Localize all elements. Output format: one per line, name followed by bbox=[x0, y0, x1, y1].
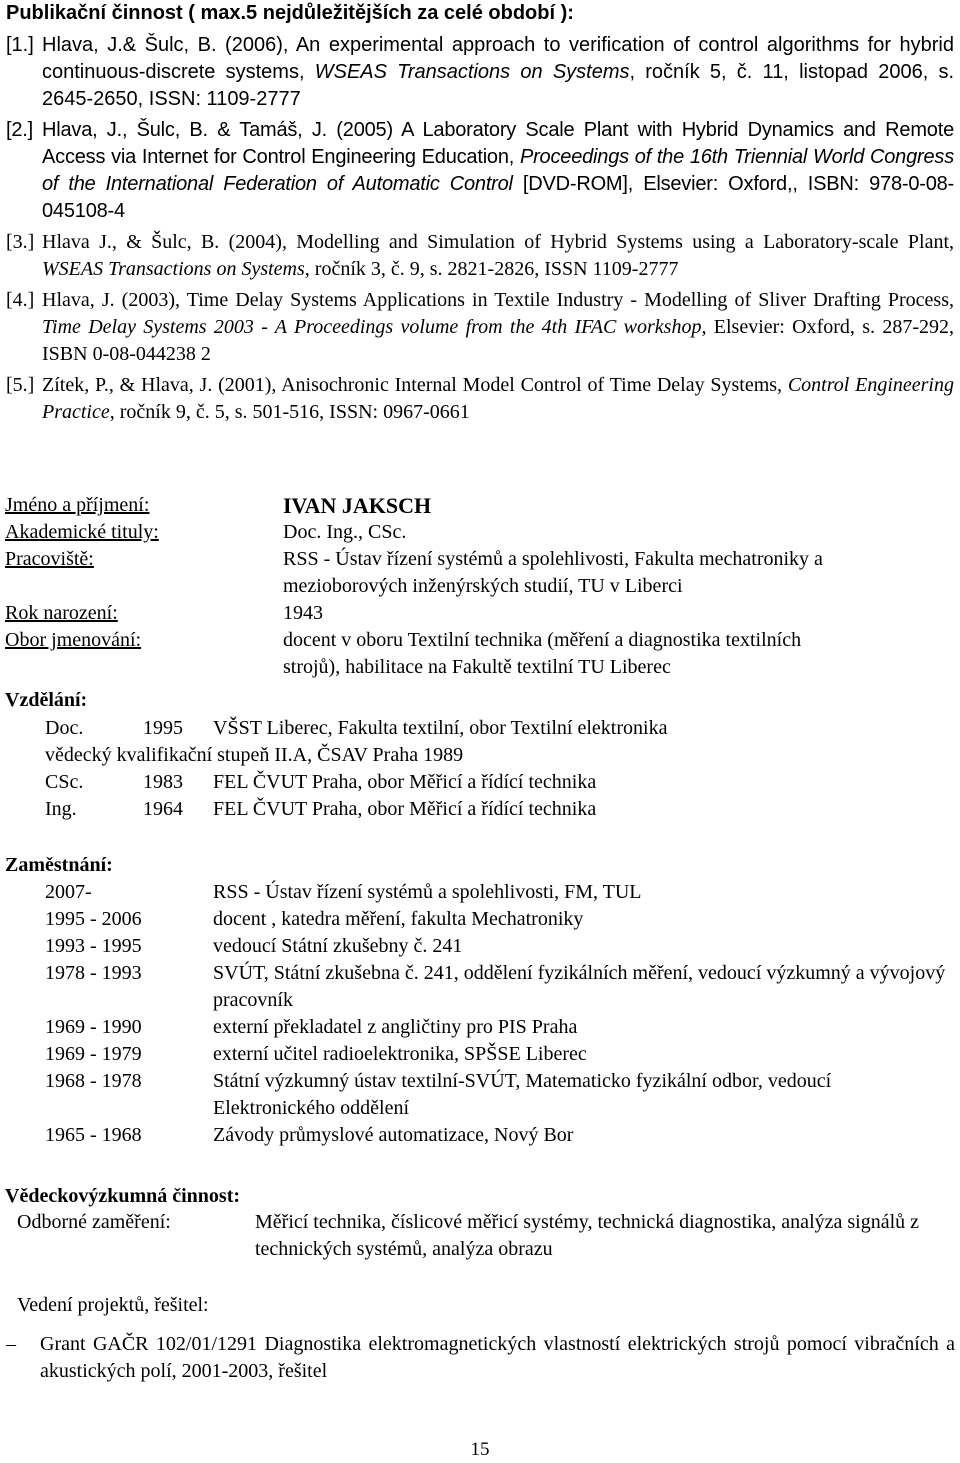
employment-row bbox=[0, 879, 960, 906]
employment-row bbox=[0, 1041, 960, 1068]
person-name: IVAN JAKSCH bbox=[283, 493, 432, 518]
publication-source: Time Delay Systems 2003 - A Proceedings volume from the 4th IFAC workshop bbox=[42, 316, 702, 338]
employment-heading: Zaměstnání: bbox=[5, 854, 113, 876]
publication-number: [1.] bbox=[6, 34, 34, 56]
publication-number: [5.] bbox=[6, 374, 35, 396]
titles-row bbox=[0, 519, 960, 546]
employment-period: 1995 - 2006 bbox=[45, 908, 142, 930]
publication-text bbox=[42, 119, 954, 222]
grant-text: Grant GAČR 102/01/1291 Diagnostika elektromagnetických vlastností elektrických strojů pomocí vibračních a akustických polí, 2001-2003, řešitel bbox=[40, 1333, 955, 1382]
employment-period: 1965 - 1968 bbox=[45, 1124, 142, 1146]
research-heading: Vědeckovýzkumná činnost: bbox=[5, 1185, 241, 1207]
education-year: 1983 bbox=[143, 771, 183, 793]
publication-text bbox=[42, 289, 954, 365]
workplace-row bbox=[0, 546, 960, 573]
employment-position: Státní výzkumný ústav textilní-SVÚT, Matematicko fyzikální odbor, vedoucí Elektronického oddělení bbox=[213, 1070, 832, 1119]
education-institution: FEL ČVUT Praha, obor Měřicí a řídící technika bbox=[213, 798, 597, 820]
employment-position: SVÚT, Státní zkušebna č. 241, oddělení fyzikálních měření, vedoucí výzkumný a vývojový pracovník bbox=[213, 962, 946, 1011]
focus-value: Měřicí technika, číslicové měřicí systémy, technická diagnostika, analýza signálů z technických systémů, analýza obrazu bbox=[255, 1211, 920, 1260]
employment-period: 1968 - 1978 bbox=[45, 1070, 142, 1092]
employment-row bbox=[0, 933, 960, 960]
employment-position: Závody průmyslové automatizace, Nový Bor bbox=[213, 1124, 574, 1146]
education-institution: VŠST Liberec, Fakulta textilní, obor Textilní elektronika bbox=[213, 717, 668, 739]
education-institution: FEL ČVUT Praha, obor Měřicí a řídící technika bbox=[213, 771, 597, 793]
employment-period: 2007- bbox=[45, 881, 92, 903]
personal-info bbox=[0, 492, 960, 681]
publication-item bbox=[0, 32, 960, 113]
publication-segment: , Elsevier: Oxford, s. 287-292, ISBN 0-08-044238 2 bbox=[42, 316, 954, 365]
projects-label: Vedení projektů, řešitel: bbox=[17, 1294, 209, 1316]
publication-item bbox=[0, 287, 960, 368]
publications-heading: Publikační činnost ( max.5 nejdůležitějších za celé období ): bbox=[6, 2, 574, 24]
name-row bbox=[0, 492, 960, 519]
publication-list bbox=[0, 32, 960, 430]
employment-period: 1978 - 1993 bbox=[45, 962, 142, 984]
education-degree: CSc. bbox=[45, 771, 84, 793]
workplace-label: Pracoviště: bbox=[5, 548, 94, 570]
publication-item bbox=[0, 117, 960, 225]
education-year: 1964 bbox=[143, 798, 183, 820]
publication-segment: [DVD-ROM], Elsevier: Oxford,, ISBN: 978-0-08-045108-4 bbox=[42, 173, 955, 222]
publication-source: WSEAS Transactions on Systems bbox=[314, 61, 630, 83]
employment-row bbox=[0, 1068, 960, 1122]
employment-row bbox=[0, 1014, 960, 1041]
publication-text bbox=[42, 231, 954, 280]
education-table bbox=[0, 715, 960, 823]
employment-row bbox=[0, 960, 960, 1014]
employment-period: 1969 - 1979 bbox=[45, 1043, 142, 1065]
workplace-value-line2: mezioborových inženýrských studií, TU v Liberci bbox=[283, 575, 683, 597]
employment-row bbox=[0, 1122, 960, 1149]
employment-period: 1993 - 1995 bbox=[45, 935, 142, 957]
publication-item bbox=[0, 372, 960, 426]
publication-segment: Hlava J., & Šulc, B. (2004), Modelling and Simulation of Hybrid Systems using a Laboratory-scale Plant, bbox=[42, 231, 954, 253]
publication-text bbox=[42, 374, 954, 423]
employment-position: docent , katedra měření, fakulta Mechatroniky bbox=[213, 908, 584, 930]
born-value: 1943 bbox=[283, 602, 323, 624]
field-label: Obor jmenování: bbox=[5, 629, 142, 651]
employment-period: 1969 - 1990 bbox=[45, 1016, 142, 1038]
education-row bbox=[0, 796, 960, 823]
name-label: Jméno a příjmení: bbox=[5, 494, 150, 516]
employment-position: externí učitel radioelektronika, SPŠSE Liberec bbox=[213, 1043, 587, 1065]
field-value-line2: strojů), habilitace na Fakultě textilní TU Liberec bbox=[283, 656, 671, 678]
employment-position: externí překladatel z angličtiny pro PIS Praha bbox=[213, 1016, 578, 1038]
education-row bbox=[0, 769, 960, 796]
publication-text bbox=[42, 34, 954, 110]
workplace-value-line1: RSS - Ústav řízení systémů a spolehlivosti, Fakulta mechatroniky a bbox=[283, 548, 823, 570]
titles-label: Akademické tituly: bbox=[5, 521, 159, 543]
employment-table bbox=[0, 879, 960, 1149]
publication-segment: Zítek, P., & Hlava, J. (2001), Anisochronic Internal Model Control of Time Delay Systems, bbox=[42, 374, 788, 396]
education-year: 1995 bbox=[143, 717, 183, 739]
publication-source: WSEAS Transactions on Systems bbox=[42, 258, 305, 280]
publication-segment: Hlava, J. (2003), Time Delay Systems Applications in Textile Industry - Modelling of Sliver Drafting Process, bbox=[42, 289, 954, 311]
publication-source: Control Engineering Practice bbox=[42, 374, 954, 423]
publication-number: [4.] bbox=[6, 289, 35, 311]
publication-segment: , ročník 3, č. 9, s. 2821-2826, ISSN 1109-2777 bbox=[304, 258, 679, 280]
grant-item bbox=[0, 1331, 960, 1385]
page-number: 15 bbox=[470, 1439, 490, 1460]
focus-label: Odborné zaměření: bbox=[17, 1211, 171, 1233]
education-heading: Vzdělání: bbox=[5, 689, 88, 711]
field-value-line1: docent v oboru Textilní technika (měření a diagnostika textilních bbox=[283, 629, 802, 651]
employment-position: vedoucí Státní zkušebny č. 241 bbox=[213, 935, 463, 957]
employment-position: RSS - Ústav řízení systémů a spolehlivosti, FM, TUL bbox=[213, 881, 642, 903]
education-degree: Ing. bbox=[45, 798, 77, 820]
born-label: Rok narození: bbox=[5, 602, 118, 624]
publication-segment: , ročník 5, č. 11, listopad 2006, s. 2645-2650, ISSN: 1109-2777 bbox=[42, 61, 955, 110]
list-dash: – bbox=[6, 1333, 16, 1355]
publication-number: [3.] bbox=[6, 231, 35, 253]
field-row-cont bbox=[0, 654, 960, 681]
research-focus bbox=[0, 1209, 960, 1263]
workplace-row-cont bbox=[0, 573, 960, 600]
education-row bbox=[0, 715, 960, 742]
publication-segment: , ročník 9, č. 5, s. 501-516, ISSN: 0967-0661 bbox=[109, 401, 470, 423]
titles-value: Doc. Ing., CSc. bbox=[283, 521, 407, 543]
employment-row bbox=[0, 906, 960, 933]
publication-segment: Hlava, J.& Šulc, B. (2006), An experimental approach to verification of control algorithms for hybrid continuous-discrete systems, bbox=[42, 34, 954, 83]
publication-item bbox=[0, 229, 960, 283]
education-row bbox=[0, 742, 960, 769]
publication-segment: Hlava, J., Šulc, B. & Tamáš, J. (2005) A Laboratory Scale Plant with Hybrid Dynamics and Remote Access via Internet for Control Engineering Education, bbox=[42, 119, 954, 168]
publication-number: [2.] bbox=[6, 119, 33, 141]
born-row bbox=[0, 600, 960, 627]
publication-source: Proceedings of the 16th Triennial World Congress of the International Federation of Automatic Control bbox=[42, 146, 954, 195]
education-text: vědecký kvalifikační stupeň II.A, ČSAV Praha 1989 bbox=[45, 744, 464, 766]
field-row bbox=[0, 627, 960, 654]
education-degree: Doc. bbox=[45, 717, 84, 739]
